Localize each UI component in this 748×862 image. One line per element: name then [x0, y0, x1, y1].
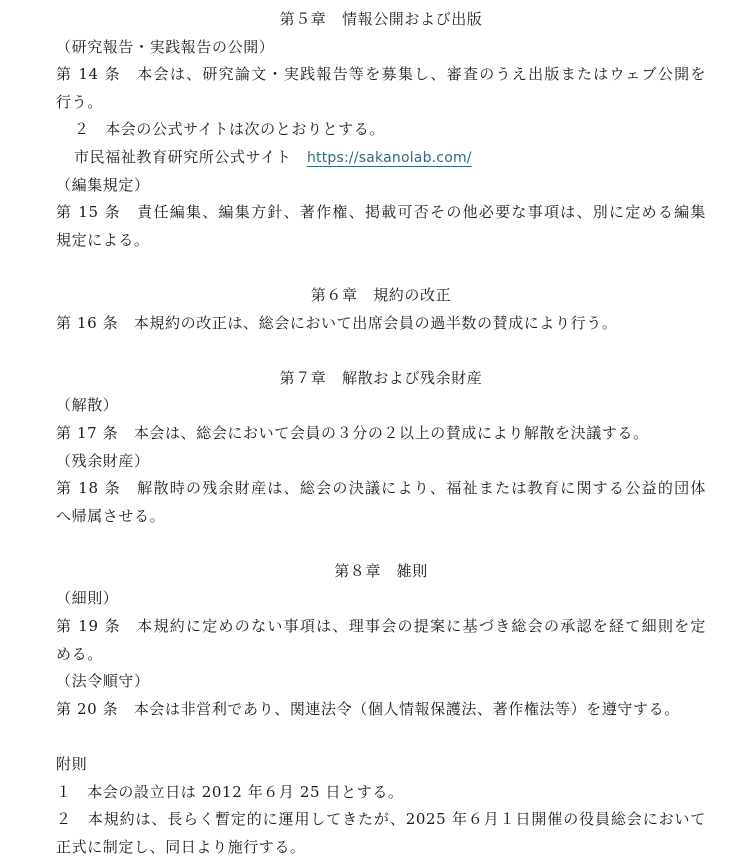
article-15-line-2: 規定による。 [56, 230, 150, 249]
chapter-8-heading: 第８章 雑則 [334, 561, 428, 580]
chapter-5-heading: 第５章 情報公開および出版 [279, 10, 483, 28]
article-18-line-1: 第 18 条 解散時の残余財産は、総会の決議により、福祉または教育に関する公益的団体 [56, 479, 706, 498]
article-20-caption: （法令順守） [56, 672, 150, 691]
article-15-caption: （編集規定） [56, 175, 150, 194]
official-site-line [56, 144, 706, 172]
article-18-caption: （残余財産） [56, 451, 150, 470]
article-14-caption: （研究報告・実践報告の公開） [56, 37, 275, 56]
article-20: 第 20 条 本会は非営利であり、関連法令（個人情報保護法、著作権法等）を遵守する。 [56, 699, 680, 718]
supplementary-item-2-line-2: 正式に制定し、同日より施行する。 [56, 837, 306, 856]
article-19-caption: （細則） [56, 589, 119, 608]
supplementary-item-2-line-1: ２ 本規約は、長らく暫定的に運用してきたが、2025 年６月１日開催の役員総会において [56, 810, 706, 829]
article-19-line-2: める。 [56, 644, 103, 663]
article-18-line-2: へ帰属させる。 [56, 506, 166, 525]
article-17: 第 17 条 本会は、総会において会員の３分の２以上の賛成により解散を決議する。 [56, 423, 649, 442]
article-19-line-1: 第 19 条 本規約に定めのない事項は、理事会の提案に基づき総会の承認を経て細則を定 [56, 617, 706, 636]
supplementary-item-1: １ 本会の設立日は 2012 年６月 25 日とする。 [56, 782, 404, 801]
article-16: 第 16 条 本規約の改正は、総会において出席会員の過半数の賛成により行う。 [56, 313, 618, 332]
chapter-7-heading: 第７章 解散および残余財産 [279, 368, 483, 387]
article-15-line-1: 第 15 条 責任編集、編集方針、著作権、掲載可否その他必要な事項は、別に定める編集 [56, 203, 706, 222]
official-site-link[interactable]: https://sakanolab.com/ [306, 149, 472, 166]
bylaws-document [56, 6, 706, 861]
article-14-line-1: 第 14 条 本会は、研究論文・実践報告等を募集し、審査のうえ出版またはウェブ公開を [56, 65, 706, 84]
supplementary-heading: 附則 [56, 755, 88, 774]
official-site-name: 市民福祉教育研究所公式サイト [74, 147, 292, 166]
article-17-caption: （解散） [56, 396, 119, 415]
chapter-6-heading: 第６章 規約の改正 [310, 285, 452, 304]
article-14-line-2: 行う。 [56, 92, 103, 111]
article-14-paragraph-2: ２ 本会の公式サイトは次のとおりとする。 [74, 120, 385, 139]
